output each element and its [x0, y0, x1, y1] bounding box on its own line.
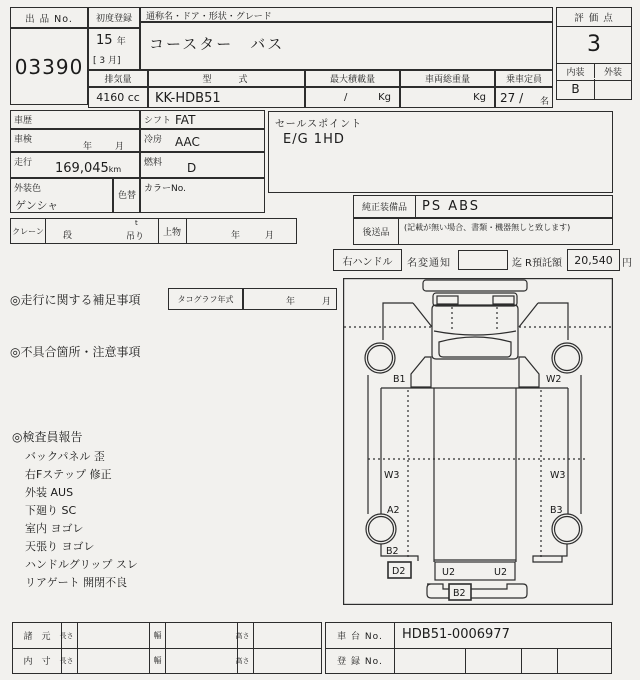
- width-header-1: 幅: [153, 631, 162, 640]
- lot-number-cell: [10, 28, 88, 105]
- gross-weight-cell: [400, 87, 495, 108]
- front-window-left: [437, 296, 458, 304]
- fold-line-right: [519, 303, 538, 327]
- cooling-value: AAC: [175, 135, 200, 149]
- dims-col-6: [253, 623, 254, 673]
- fuel-value: D: [187, 161, 197, 175]
- max-load-slash: /: [344, 92, 348, 103]
- cooling-label: 冷房: [144, 135, 163, 145]
- gross-weight-header: [400, 70, 495, 87]
- until-label: 迄: [512, 258, 522, 269]
- cooling-cell: [140, 129, 265, 152]
- damage-label-w3-right: W3: [550, 470, 566, 481]
- sales-point-value: E/G 1HD: [283, 132, 345, 147]
- crane-divider-3: [186, 219, 187, 243]
- length-header-2: 長さ: [59, 656, 74, 665]
- front-window-right: [493, 296, 514, 304]
- color-no-cell: [140, 178, 265, 213]
- history-label: 車歴: [14, 116, 33, 126]
- score-value: 3: [587, 32, 601, 57]
- first-registration-month: [ 3 月]: [93, 56, 121, 66]
- inspector-report-item: 下廻り SC: [25, 504, 77, 517]
- history-cell: [10, 110, 140, 129]
- gross-weight-header-label: 車両総重量: [424, 75, 470, 85]
- front-wheel-left: [365, 343, 395, 373]
- lot-number: 03390: [14, 54, 84, 79]
- capacity-unit: 名: [539, 97, 549, 107]
- tachograph-year: 年: [286, 297, 296, 307]
- vehicle-name-header-label: 通称名・ドア・形状・グレード: [146, 12, 272, 22]
- vehicle-name-cell: [140, 22, 553, 70]
- width-header-2: 幅: [153, 656, 162, 665]
- crane-step-label: 段: [63, 231, 73, 241]
- color-change-cell: [113, 178, 140, 213]
- damage-label-b2-side: B2: [386, 546, 399, 557]
- dimensions-table: [12, 622, 322, 674]
- gross-weight-unit: Kg: [473, 92, 486, 103]
- later-shipment-note: (記載が無い場合、書類・機器無しと致します): [404, 223, 571, 232]
- front-wheel-left-rim: [368, 346, 393, 371]
- front-hood: [439, 337, 511, 357]
- displacement-value: 4160 cc: [96, 91, 140, 104]
- tachograph-value-box: [243, 288, 337, 310]
- rear-wheel-left: [366, 514, 396, 544]
- lot-no-header-label: 出 品 No.: [25, 13, 73, 25]
- displacement-header-label: 排気量: [104, 75, 132, 85]
- body-color-value: ゲンシャ: [15, 199, 59, 212]
- damage-label-u2-left: U2: [442, 567, 455, 578]
- tachograph-month: 月: [322, 297, 332, 307]
- later-divider: [398, 219, 399, 244]
- rear-wheel-right: [552, 514, 582, 544]
- reg-cell-divider-2: [521, 649, 522, 673]
- inspector-report-item: 室内 ヨゴレ: [25, 522, 84, 535]
- dims-row2-label: 内 寸: [23, 657, 51, 667]
- first-registration-header: [88, 7, 140, 28]
- interior-header: 内装: [566, 67, 585, 78]
- upper-body-label: 上物: [162, 227, 181, 238]
- corner-panel-right: [519, 357, 539, 387]
- front-wheel-right-rim: [555, 346, 580, 371]
- rear-step-right: [533, 544, 567, 562]
- capacity-header: [495, 70, 553, 87]
- color-change-label: 色替: [118, 191, 137, 201]
- front-corner-left: [383, 303, 413, 340]
- model-code: KK-HDB51: [155, 91, 221, 106]
- registration-no-label: 登 録 No.: [337, 657, 383, 667]
- interior-grade: B: [571, 82, 580, 96]
- front-corner-right: [538, 303, 568, 340]
- genuine-divider: [415, 196, 416, 217]
- inspector-report-item: リアゲート 開閉不良: [25, 576, 128, 589]
- first-registration-cell: [88, 28, 140, 70]
- later-shipment-label: 後送品: [362, 228, 390, 238]
- damage-label-a2: A2: [387, 505, 400, 516]
- grade-value-row: [557, 79, 631, 99]
- reg-cell-divider-3: [557, 649, 558, 673]
- car-diagram: [343, 278, 613, 605]
- mileage-cell: [10, 152, 140, 178]
- body-color-cell: [10, 178, 113, 213]
- crane-lift-label: 吊り: [126, 232, 145, 242]
- capacity-header-label: 乗車定員: [505, 75, 542, 85]
- lot-no-header: [10, 7, 88, 28]
- capacity-cell: [495, 87, 553, 108]
- first-registration-header-label: 初度登録: [95, 14, 132, 24]
- front-wheel-right: [552, 343, 582, 373]
- inspector-report-list: [25, 448, 325, 592]
- handle-label: 右ハンドル: [342, 256, 393, 268]
- inspector-report-item: バックパネル 歪: [25, 450, 105, 463]
- fuel-cell: [140, 152, 265, 178]
- damage-label-b2-rear: B2: [453, 588, 466, 599]
- chassis-label-divider: [394, 623, 395, 673]
- name-change-blank-box: [458, 250, 508, 270]
- max-load-header: [305, 70, 400, 87]
- inspection-month: 月: [115, 142, 125, 152]
- chassis-no-value: HDB51-0006977: [402, 627, 510, 642]
- upper-year: 年: [231, 231, 241, 241]
- dims-row1-label: 諸 元: [23, 632, 51, 642]
- damage-label-b1: B1: [393, 374, 406, 385]
- body-color-label: 外装色: [14, 184, 42, 194]
- genuine-equipment-value: PS ABS: [422, 199, 481, 214]
- recycle-deposit-label: R預託額: [525, 258, 562, 269]
- fuel-label: 燃料: [144, 158, 163, 168]
- inspection-cell: [10, 129, 140, 152]
- crane-divider-1: [45, 219, 46, 243]
- reg-cell-divider-1: [465, 649, 466, 673]
- grade-divider: [594, 64, 595, 78]
- handle-box: [333, 249, 402, 271]
- max-load-unit: Kg: [378, 92, 391, 103]
- genuine-equipment-label: 純正装備品: [361, 203, 407, 213]
- corner-panel-left: [411, 357, 431, 387]
- upper-month: 月: [265, 231, 275, 241]
- exterior-grade: [595, 79, 631, 99]
- damage-label-u2-right: U2: [494, 567, 507, 578]
- mileage-value: 169,045km: [55, 161, 122, 176]
- length-header-1: 長さ: [59, 631, 74, 640]
- inspection-label: 車検: [14, 135, 33, 145]
- recycle-deposit-value: 20,540: [574, 253, 613, 267]
- inspector-report-title: ◎検査員報告: [12, 430, 83, 444]
- genuine-equipment-row: [353, 195, 613, 218]
- score-header-label: 評 価 点: [574, 13, 614, 24]
- score-header: [557, 8, 631, 27]
- height-header-1: 高さ: [235, 631, 250, 640]
- later-shipment-row: [353, 218, 613, 245]
- exterior-header: 外装: [603, 67, 622, 78]
- recycle-deposit-box: [567, 249, 620, 271]
- mileage-unit: km: [108, 165, 122, 174]
- dims-col-4: [165, 623, 166, 673]
- front-roof-panel: [423, 280, 527, 291]
- vehicle-name: コースター バス: [149, 35, 285, 53]
- height-header-2: 高さ: [235, 656, 250, 665]
- score-value-cell: [557, 26, 631, 63]
- shift-value: FAT: [175, 113, 196, 127]
- yen-label: 円: [622, 258, 632, 269]
- mileage-note-title: ◎走行に関する補足事項: [10, 293, 141, 307]
- crane-label: クレーン: [12, 226, 44, 236]
- inspection-year: 年: [83, 142, 93, 152]
- chassis-table: [325, 622, 612, 674]
- damage-label-w3-left: W3: [384, 470, 400, 481]
- damage-label-w2: W2: [546, 374, 562, 385]
- shift-cell: [140, 110, 265, 129]
- inspector-report-item: 外装 AUS: [25, 486, 74, 499]
- model-code-header-label: 型 式: [202, 75, 251, 85]
- damage-label-d2: D2: [392, 566, 406, 577]
- sales-point-box: [268, 111, 613, 193]
- crane-ton-label: t: [135, 219, 138, 227]
- dims-col-2: [77, 623, 78, 673]
- model-code-header: [148, 70, 305, 87]
- tachograph-label: タコグラフ年式: [177, 294, 234, 304]
- inspector-report-item: 天張り ヨゴレ: [25, 540, 95, 553]
- score-box: [556, 7, 632, 100]
- front-cab: [432, 305, 518, 359]
- windshield-lower-edge: [434, 331, 516, 335]
- chassis-no-label: 車 台 No.: [337, 632, 383, 642]
- first-registration-year: 15 年: [96, 33, 126, 48]
- tachograph-label-box: [168, 288, 243, 310]
- inspector-report-item: ハンドルグリップ スレ: [25, 558, 138, 571]
- damage-label-b3: B3: [550, 505, 563, 516]
- displacement-header: [88, 70, 148, 87]
- rear-wheel-right-rim: [555, 517, 580, 542]
- capacity-value: 27 /: [500, 91, 524, 105]
- crane-row: [10, 218, 297, 244]
- rear-bumper: [427, 584, 527, 598]
- max-load-header-label: 最大積載量: [329, 75, 375, 85]
- defect-title: ◎不具合箇所・注意事項: [10, 345, 141, 359]
- grade-divider-2: [594, 79, 595, 99]
- shift-label: シフト: [144, 116, 172, 126]
- rear-wheel-left-rim: [369, 517, 394, 542]
- max-load-cell: [305, 87, 400, 108]
- name-change-label: 名変通知: [407, 258, 451, 269]
- sales-point-label: セールスポイント: [275, 119, 363, 130]
- color-no-label: カラーNo.: [144, 184, 186, 194]
- vehicle-name-header: [140, 7, 553, 22]
- mileage-label: 走行: [14, 158, 33, 168]
- displacement-cell: [88, 87, 148, 108]
- model-code-cell: [148, 87, 305, 108]
- fold-line-left: [413, 303, 432, 327]
- inspector-report-item: 右Fステップ 修正: [25, 468, 112, 481]
